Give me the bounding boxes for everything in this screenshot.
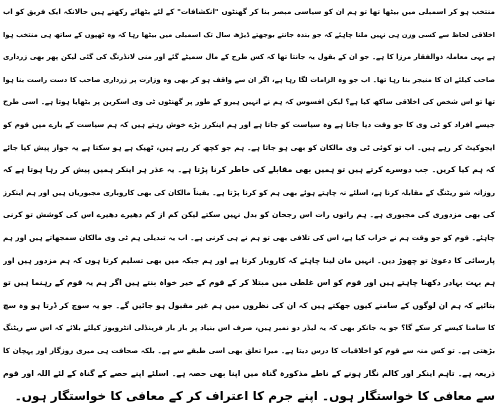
text-line: منتخب ہو کر اسمبلی میں بیٹھا تھا تو ہم ان کو سیاسی مبصر بنا کر گھنٹوں "انکشافات" کے لئے بٹھائے رکھتے ہیں حالانکہ ایک فریق کو اب xyxy=(3,7,495,16)
text-line: اخلاقی لحاظ سے کسی وزن ہی نہیں ملنا چاہئے کہ جو بندہ جانتے بوجھتے ڈیڑھ سال تک اسمبلی میں بیٹھا رہا کہ وہ ٹھپوں کے ساتھ ہی منتخب ہوا xyxy=(3,30,495,39)
text-line: ہم بہت بہادر دکھنا چاہتے ہیں اور قوم کو اس غلطی میں مبتلا کر کے قوم کے خیر خواہ بنتے ہیں اگر ہم یہ قوم کے رہنما ہیں تو xyxy=(3,278,495,288)
text-line: تھا تو اس شخص کی اخلاقی ساکھ کیا ہے؟ لیکن افسوس کہ ہم نے انہیں ہیرو کے طور پر گھنٹوں ٹی وی اسکرین پر بٹھایا ہوتا ہے۔ اسی طرح xyxy=(3,97,495,107)
text-line: بتائیے کہ ہم ان لوگوں کے سامنے کیوں جھکتے ہیں کہ ان کی نظروں میں ہم غیر مقبول ہو جائیں گے۔ جو یہ سوچ کر ڈرتا ہو وہ سچ xyxy=(3,300,495,310)
text-line: چاہئے۔ قوم کو جو وقت ہم نے خراب کیا ہے، اس کی تلافی بھی تو ہم نے ہی کرنی ہے۔ اب یہ تبدیلی ہم ٹی وی مالکان سمجھاتے ہیں اور ہم xyxy=(3,232,495,242)
text-line: جیسے افراد کو ٹی وی کا جو وقت دیا جاتا ہے وہ سیاست کو جاتا ہے اور ہم اینکرز بڑے خوش رہتے ہیں کہ ہم سیاست کے بارے میں قوم کو xyxy=(3,119,495,129)
text-line: بڑھتی ہے۔ تو کس منہ سے قوم کو اخلاقیات کا درس دیتا ہے۔ میرا تعلق بھی اسی طبقے سے ہے۔ بلکہ صحافت ہی میری روزگار اور پہچان کا xyxy=(3,345,495,355)
text-line: کا سامنا کیسے کر سکے گا؟ جو یہ جانکر بھی کہ یہ لیڈر دو نمبر ہیں، صرف اس بنیاد پر بار بار فرینڈلی انٹرویوز کیلئے بلائے کہ اس سے ریٹنگ xyxy=(3,323,495,333)
text-line: کہ ہم کیا کریں۔ جب دوسرے کرتے ہیں تو ہمیں بھی مقابلے کی خاطر کرنا پڑتا ہے۔ یہ عذر ہر اینکر ہمیں پیش کر رہا ہوتا ہے کہ xyxy=(3,165,495,175)
text-line: ذریعہ ہے۔ تاہم اینکر اور کالم نگار ہونے کے ناطے مذکورہ گناہ میں اپنا بھی حصہ ہے۔ اسلئے اپنے حصے کے گناہ کے لئے اللہ اور قوم xyxy=(3,368,495,378)
text-line: صاحب کیلئے ان کا منیجر بنا رہا تھا۔ اب جو وہ الزامات لگا رہا ہے، اگر ان سے واقف ہو کر بھی وہ وزارت پر زرداری صاحب کا دست راست بنا ہوا xyxy=(3,75,495,84)
text-line: پارسائی کا دعویٰ تو چھوڑ دیں۔ انہیں مان لینا چاہئے کہ کاروبار کرتا ہے اور ہم جبکہ میں بھی تسلیم کرتا ہوں کہ ہم مزدور ہیں اور xyxy=(3,255,495,265)
text-line: روزانہ شو ریٹنگ کے مقابلہ کرنا ہے، اسلئے نہ چاہتے ہوئے بھی ہم کو کرنا پڑتا ہے۔ یقیناً مالکان کی بھی کاروباری مجبوریاں ہیں اور ہم اینکرز xyxy=(3,187,495,197)
text-line: ایجوکیٹ کر رہے ہیں۔ اب تو کوئی ٹی وی مالکان کو بھی ہو جاتا ہے۔ ہم جو کچھ کر رہے ہیں، ٹھیک ہے ہو سکتا ہے یہ جواز پیش کیا جائے xyxy=(3,142,495,152)
text-line-last: سے معافی کا خواستگار ہوں۔ اپنے جرم کا اعتراف کر کے معافی کا خواستگار ہوں۔ xyxy=(14,389,495,404)
text-line: کی بھی مزدوری کی مجبوری ہے۔ ہم راتوں رات اس رجحان کو بدل نہیں سکتے لیکن کم از کم دھیرے دھیرے اس کی کوشش تو کرنی xyxy=(3,210,495,220)
text-line: ہے یہی معاملہ ذوالفقار مرزا کا ہے۔ جو ان کے بقول یہ جانتا تھا کہ کس طرح کے مال سمیٹے گئے اور منی لانڈرنگ کی گئی لیکن پھر بھی زرداری xyxy=(3,53,495,62)
